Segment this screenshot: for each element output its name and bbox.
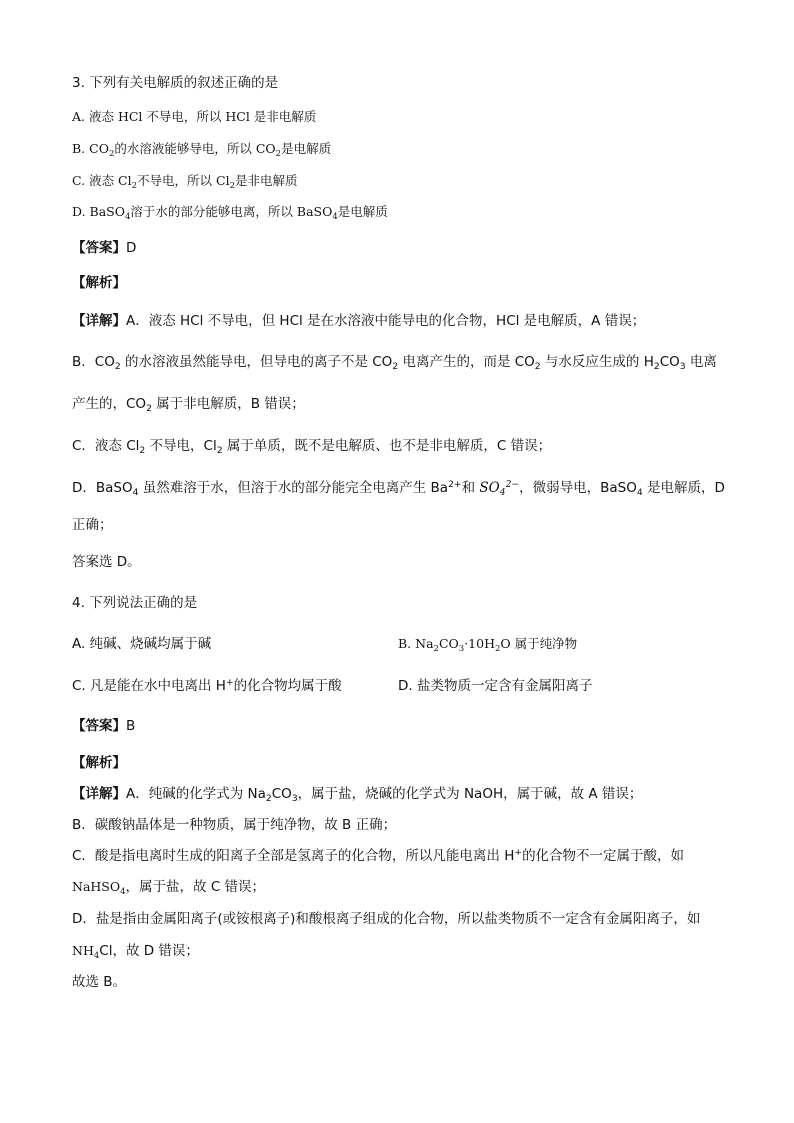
subscript: 4: [332, 211, 338, 222]
text-part: O 属于纯净物: [500, 636, 578, 651]
q4-analysis-heading: [72, 753, 126, 773]
q3-option-b-part: 是电解质: [281, 141, 332, 156]
subscript: 4: [499, 487, 506, 499]
q3-answer: [72, 238, 136, 258]
q3-option-d-part: 溶于水的部分能够电离，所以 BaSO: [130, 204, 333, 219]
conclusion-text: 答案选 D。: [72, 554, 141, 570]
q3-detail-d-line1: [72, 478, 725, 498]
text-part: NH: [72, 943, 94, 958]
q3-option-b-part: 的水溶液能够导电，所以 CO: [114, 141, 276, 156]
q4-detail-c-line2: [72, 877, 265, 897]
q4-detail-d-line1: [72, 909, 700, 929]
text-part: 不导电，Cl: [145, 438, 217, 454]
q4-option-c: [72, 676, 342, 696]
analysis-label: 【解析】: [72, 755, 126, 771]
subscript: 3: [291, 793, 298, 805]
q4-detail-c-line1: [72, 846, 684, 866]
text-part: A．纯碱的化学式为 Na: [126, 786, 266, 802]
analysis-label: 【解析】: [72, 275, 126, 291]
q3-option-a: [72, 107, 316, 127]
subscript: 4: [636, 487, 643, 499]
detail-label: 【详解】: [72, 786, 126, 802]
text-part: 是电解质，D: [642, 480, 725, 496]
text-part: 的化合物不一定属于酸，如: [522, 848, 685, 864]
q3-detail-c: [72, 436, 551, 456]
subscript: 2: [146, 403, 152, 415]
subscript: 2: [229, 180, 235, 191]
answer-label: 【答案】: [72, 718, 126, 734]
q3-detail-a: [72, 311, 645, 331]
conclusion-text: 故选 B。: [72, 974, 127, 990]
subscript: 2: [108, 148, 115, 159]
q3-detail-a-text: A．液态 HCl 不导电，但 HCl 是在水溶液中能导电的化合物，HCl 是电解质，A 错误；: [126, 313, 646, 329]
superscript: 2+: [448, 478, 462, 490]
q4-conclusion: [72, 972, 126, 992]
subscript: 2: [139, 445, 146, 457]
superscript: +: [225, 676, 234, 688]
text-part: ，属于盐，故 C 错误；: [125, 879, 266, 895]
text-part: 虽然难溶于水，但溶于水的部分能完全电离产生 Ba: [138, 480, 449, 496]
q3-analysis-heading: [72, 273, 126, 293]
subscript: 3: [458, 643, 465, 654]
subscript: 4: [93, 950, 100, 961]
text-part: ·10H: [464, 636, 495, 651]
q4-option-d: [398, 676, 592, 696]
text-part: 电离产生的，而是 CO: [398, 354, 535, 370]
text-part: B．碳酸钠晶体是一种物质，属于纯净物，故 B 正确；: [72, 817, 397, 833]
q3-option-b-part: B. CO: [72, 141, 109, 156]
text-part: 正确；: [72, 517, 113, 533]
q4-option-d-text: D. 盐类物质一定含有金属阳离子: [398, 678, 593, 694]
text-part: 属于非电解质，B 错误；: [151, 396, 305, 412]
subscript: 2: [131, 180, 138, 191]
q4-detail-d-line2: [72, 941, 199, 961]
text-part: C．液态 Cl: [72, 438, 140, 454]
q3-option-c-part: 是非电解质: [235, 173, 298, 188]
q4-option-a-text: A. 纯碱、烧碱均属于碱: [72, 636, 212, 652]
text-part: B. Na: [398, 636, 434, 651]
text-part: B．CO: [72, 354, 115, 370]
subscript: 2: [265, 793, 272, 805]
subscript: 2: [534, 361, 541, 373]
q3-option-c-part: C. 液态 Cl: [72, 173, 132, 188]
formula-base: SO: [479, 480, 500, 496]
detail-label: 【详解】: [72, 313, 126, 329]
q3-stem-text: 3. 下列有关电解质的叙述正确的是: [72, 75, 279, 91]
superscript: +: [514, 846, 523, 858]
text-part: ，微弱导电，BaSO: [519, 480, 637, 496]
subscript: 2: [392, 361, 399, 373]
q3-option-d-part: D. BaSO: [72, 204, 125, 219]
text-part: 属于单质，既不是电解质、也不是非电解质，C 错误；: [222, 438, 552, 454]
subscript: 2: [653, 361, 660, 373]
answer-value: B: [126, 718, 136, 734]
subscript: 4: [120, 886, 126, 897]
q3-option-c: [72, 171, 298, 191]
subscript: 3: [679, 361, 686, 373]
q4-answer: [72, 716, 135, 736]
q3-detail-b-line1: [72, 352, 717, 372]
text-part: 电离: [685, 354, 717, 370]
q4-option-a: [72, 634, 211, 654]
text-part: CO: [271, 786, 292, 802]
superscript: 2−: [505, 478, 520, 490]
subscript: 4: [124, 211, 131, 222]
text-part: 的水溶液虽然能导电，但导电的离子不是 CO: [120, 354, 393, 370]
subscript: 2: [216, 445, 223, 457]
q3-conclusion: [72, 552, 141, 572]
q3-detail-d-line2: [72, 515, 113, 535]
q3-stem: [72, 73, 278, 93]
text-part: CO: [438, 636, 459, 651]
text-part: Cl，故 D 错误；: [99, 943, 199, 959]
q4-stem-text: 4. 下列说法正确的是: [72, 595, 198, 611]
q4-option-b: [398, 634, 577, 654]
answer-label: 【答案】: [72, 240, 126, 256]
text-part: 和: [461, 480, 480, 496]
q3-detail-b-line2: [72, 394, 305, 414]
q4-detail-a: [72, 784, 642, 804]
q4-detail-b: [72, 815, 396, 835]
subscript: 4: [132, 487, 139, 499]
q3-option-a-text: A. 液态 HCl 不导电，所以 HCl 是非电解质: [72, 109, 317, 124]
q3-option-d-part: 是电解质: [337, 204, 388, 219]
text-part: CO: [659, 354, 680, 370]
sulfate-formula: [479, 478, 520, 499]
text-part: ，属于盐，烧碱的化学式为 NaOH，属于碱，故 A 错误；: [297, 786, 643, 802]
q3-option-d: [72, 202, 388, 222]
text-part: 与水反应生成的 H: [540, 354, 654, 370]
text-part: 产生的，CO: [72, 396, 147, 412]
subscript: 2: [494, 643, 501, 654]
text-part: C. 凡是能在水中电离出 H: [72, 678, 226, 694]
text-part: 的化合物均属于酸: [233, 678, 342, 694]
subscript: 2: [275, 148, 282, 159]
q4-stem: [72, 593, 197, 613]
q3-option-b: [72, 139, 331, 159]
subscript: 2: [114, 361, 121, 373]
text-part: D．BaSO: [72, 480, 133, 496]
text-part: D．盐是指由金属阳离子(或铵根离子)和酸根离子组成的化合物，所以盐类物质不一定含有金属阳离子，如: [72, 911, 701, 927]
text-part: C．酸是指电离时生成的阳离子全部是氢离子的化合物，所以凡能电离出 H: [72, 848, 515, 864]
text-part: NaHSO: [72, 879, 121, 894]
answer-value: D: [126, 240, 137, 256]
subscript: 2: [433, 643, 439, 654]
q3-option-c-part: 不导电，所以 Cl: [137, 173, 230, 188]
